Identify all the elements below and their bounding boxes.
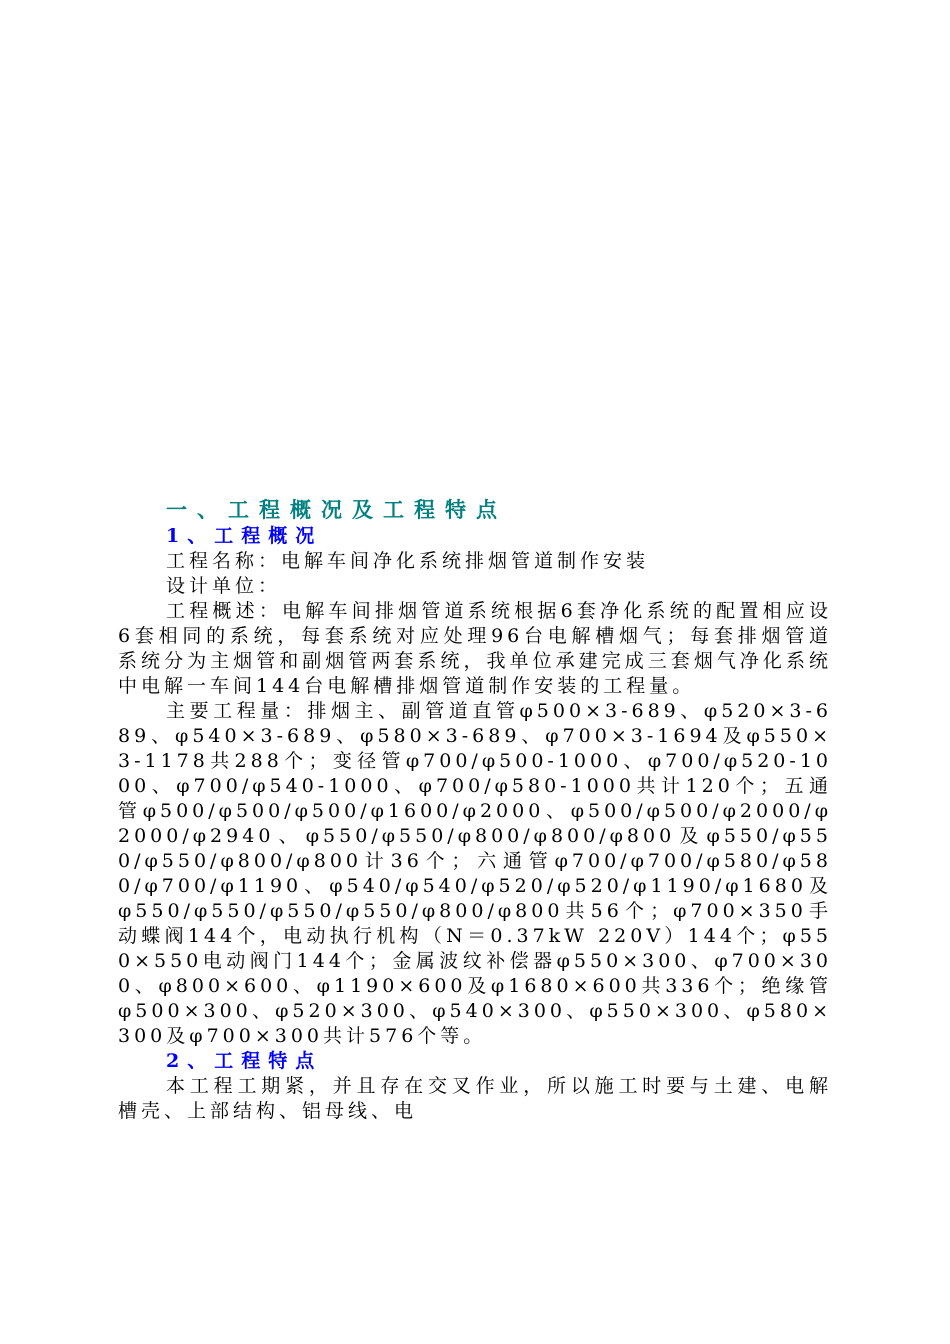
paragraph-project-features: 本工程工期紧，并且存在交叉作业，所以施工时要与土建、电解槽壳、上部结构、铝母线、电 [118, 1075, 832, 1122]
document-body [118, 496, 832, 1124]
paragraph-design-unit: 设计单位： [166, 575, 282, 597]
paragraph-project-summary: 工程概述：电解车间排烟管道系统根据6套净化系统的配置相应设6套相同的系统，每套系统对应处理96台电解槽烟气；每套排烟管道系统分为主烟管和副烟管两套系统，我单位承建完成三套烟气净化系统中电解一车间144台电解槽排烟管道制作安装的工程量。 [118, 600, 832, 697]
subsection-title-project-overview: 1、工程概况 [166, 525, 323, 547]
paragraph-project-name: 工程名称：电解车间净化系统排烟管道制作安装 [166, 550, 650, 572]
paragraph-main-quantities: 主要工程量：排烟主、副管道直管φ500×3-689、φ520×3-689、φ540×3-689、φ580×3-689、φ700×3-1694及φ550×3-1178共288个；变径管φ700/φ500-1000、φ700/φ520-1000、φ700/φ540-1000、φ700/φ580-1000共计120个；五通管φ500/φ500/φ500/φ1600/φ2000、φ500/φ500/φ2000/φ2000/φ2940、φ550/φ550/φ800/φ800/φ800及φ550/φ550/φ550/φ800/φ800计36个；六通管φ700/φ700/φ580/φ580/φ700/φ1190、φ540/φ540/φ520/φ520/φ1190/φ1680及φ550/φ550/φ550/φ550/φ800/φ800共56个；φ700×350手动蝶阀144个，电动执行机构（N＝0.37kW 220V）144个；φ550×550电动阀门144个；金属波纹补偿器φ550×300、φ700×300、φ800×600、φ1190×600及φ1680×600共336个；绝缘管φ500×300、φ520×300、φ540×300、φ550×300、φ580×300及φ700×300共计576个等。 [118, 700, 832, 1047]
subsection-title-project-features: 2、工程特点 [166, 1050, 323, 1072]
section-title: 一、工程概况及工程特点 [166, 497, 507, 522]
